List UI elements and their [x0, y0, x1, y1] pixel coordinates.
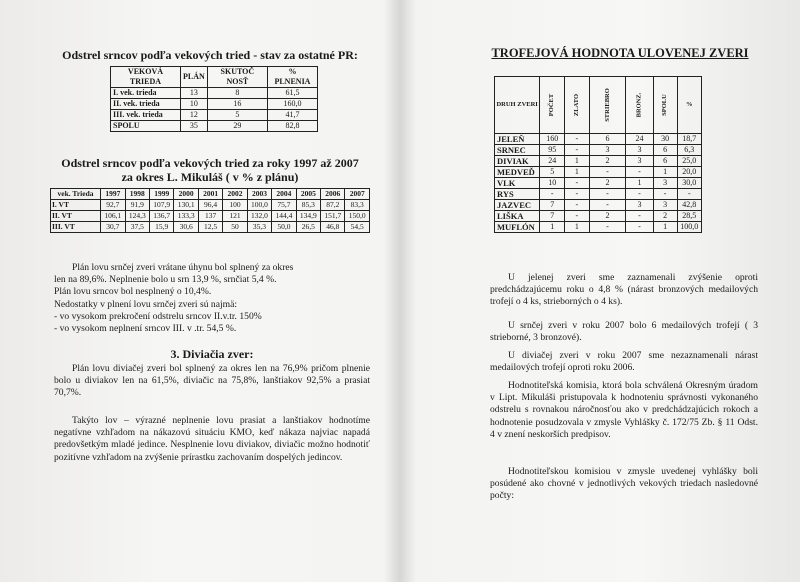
value-cell: 10 [180, 99, 207, 110]
value-cell: 95 [540, 145, 565, 156]
value-cell: - [565, 211, 590, 222]
value-cell: 15,9 [149, 222, 173, 233]
value-cell: 96,4 [198, 200, 222, 211]
value-cell: 3 [626, 200, 653, 211]
value-cell: 121 [223, 211, 247, 222]
value-cell: - [677, 189, 701, 200]
value-cell: 30,0 [677, 178, 701, 189]
row-label-cell: MUFLÓN [495, 222, 540, 233]
value-cell: 6 [653, 156, 677, 167]
value-cell: 2 [589, 211, 626, 222]
table-row [111, 110, 318, 121]
wild-boar-evaluation-paragraph: Takýto lov – výrazné neplnenie lovu prasiat a lanštiakov hodnotíme negatívne vzhľadom na nákazovú situáciu KMO, keď nákaza najviac napadá predovšetkým mladé jedince. Nesplnenie lovu diviakov, diviačic možno hodnotiť pozitívne vzhľadom na zvýšenie prírastku zachovaním dospelých jedincov. [54, 415, 370, 463]
value-cell: 1 [626, 178, 653, 189]
table-row [495, 200, 702, 211]
value-cell: 2 [589, 178, 626, 189]
column-header: 1997 [101, 189, 125, 200]
value-cell: 6,3 [677, 145, 701, 156]
value-cell: 13 [180, 88, 207, 99]
value-cell: - [626, 167, 653, 178]
value-cell: - [565, 134, 590, 145]
table-row [495, 211, 702, 222]
value-cell: 137 [198, 211, 222, 222]
value-cell: - [589, 189, 626, 200]
table-row [111, 99, 318, 110]
value-cell: 85,3 [296, 200, 320, 211]
row-label-cell: JELEŇ [495, 134, 540, 145]
section-heading-wild-boar: 3. Diviačia zver: [170, 347, 254, 361]
value-cell: 160 [540, 134, 565, 145]
column-header: 2004 [272, 189, 296, 200]
value-cell: 5 [207, 110, 267, 121]
column-header: 2003 [247, 189, 271, 200]
row-label-cell: JAZVEC [495, 200, 540, 211]
value-cell: 3 [589, 145, 626, 156]
value-cell: 5 [540, 167, 565, 178]
summary-line: Nedostatky v plnení lovu srnčej zveri sú najmä: [54, 298, 238, 310]
value-cell: 37,5 [125, 222, 149, 233]
value-cell: 1 [565, 156, 590, 167]
table-row [51, 222, 370, 233]
value-cell: - [565, 178, 590, 189]
value-cell: 1 [565, 222, 590, 233]
column-header: 2000 [174, 189, 198, 200]
row-label-cell: I. vek. trieda [111, 88, 181, 99]
column-header: 2001 [198, 189, 222, 200]
row-label-cell: VLK [495, 178, 540, 189]
value-cell: 7 [540, 211, 565, 222]
value-cell: 100,0 [247, 200, 271, 211]
value-cell: - [565, 189, 590, 200]
value-cell: - [626, 189, 653, 200]
value-cell: 35,3 [247, 222, 271, 233]
value-cell: 92,7 [101, 200, 125, 211]
column-header: % [677, 77, 701, 134]
red-deer-paragraph: U jelenej zveri sme zaznamenali zvýšenie oproti predchádzajúcemu roku o 4,8 % (nárast bronzových medailových trofejí o 4 ks, strieborných o 4 ks). [490, 272, 758, 308]
trophy-table [494, 76, 702, 233]
value-cell: 50 [223, 222, 247, 233]
roe-buck-yearly-table [50, 188, 370, 233]
value-cell: 144,4 [272, 211, 296, 222]
row-label-cell: II. vek. trieda [111, 99, 181, 110]
value-cell: 1 [565, 167, 590, 178]
column-header: 2005 [296, 189, 320, 200]
value-cell: 134,9 [296, 211, 320, 222]
value-cell: 6 [653, 145, 677, 156]
table-row [495, 222, 702, 233]
value-cell: - [565, 145, 590, 156]
value-cell: 16 [207, 99, 267, 110]
value-cell: 24 [540, 156, 565, 167]
row-label-cell: III. vek. trieda [111, 110, 181, 121]
value-cell: 30,7 [101, 222, 125, 233]
value-cell: 8 [207, 88, 267, 99]
roe-deer-summary [54, 262, 370, 335]
table-row [495, 134, 702, 145]
row-label-cell: DIVIAK [495, 156, 540, 167]
column-header: VEKOVÁ TRIEDA [111, 67, 181, 88]
summary-line: - vo vysokom neplnení srncov III. v .tr. 54,5 %. [54, 323, 237, 335]
value-cell: - [540, 189, 565, 200]
value-cell: 100,0 [677, 222, 701, 233]
value-cell: 83,3 [345, 200, 370, 211]
column-header: PLÁN [180, 67, 207, 88]
value-cell: 7 [540, 200, 565, 211]
commission-paragraph: Hodnotiteľská komisia, ktorá bola schválená Okresným úradom v Lipt. Mikuláši pristupovala k hodnoteniu správnosti vykonaného odstrelu s rovnakou náročnosťou ako v predchádzajúcich rokoch a hodnotenie posudzovala v zmysle Vyhlášky č. 172/75 Zb. § 11 Odst. 4 v znení neskorších predpisov. [490, 380, 758, 440]
row-label-cell: SPOLU [111, 121, 181, 132]
value-cell: 91,9 [125, 200, 149, 211]
value-cell: 26,5 [296, 222, 320, 233]
column-header-text: POČET [548, 93, 556, 117]
value-cell: 30 [653, 134, 677, 145]
value-cell: - [589, 222, 626, 233]
table2-title-line1: Odstrel srncov podľa vekových tried za roky 1997 až 2007 [61, 156, 359, 170]
value-cell: 3 [626, 145, 653, 156]
table-row [51, 211, 370, 222]
column-header [540, 77, 565, 134]
value-cell: 29 [207, 121, 267, 132]
row-label-cell: III. VT [51, 222, 101, 233]
value-cell: 87,2 [321, 200, 345, 211]
table1-title: Odstrel srncov podľa vekových tried - stav za ostatné PR: [62, 48, 358, 62]
value-cell: 50,0 [272, 222, 296, 233]
column-header [626, 77, 653, 134]
summary-line: - vo vysokom prekročení odstrelu srncov II.v.tr. 150% [54, 310, 262, 322]
value-cell: 20,0 [677, 167, 701, 178]
value-cell: 54,5 [345, 222, 370, 233]
value-cell: 1 [653, 167, 677, 178]
summary-line: Plán lovu srnčej zveri vrátane úhynu bol splnený za okres [72, 262, 294, 273]
value-cell: 2 [653, 211, 677, 222]
row-label-cell: LIŠKA [495, 211, 540, 222]
wild-boar-trophy-paragraph: U diviačej zveri v roku 2007 sme nezaznamenali nárast medailových trofejí oproti roku 2006. [490, 350, 758, 374]
column-header: vek. Trieda [51, 189, 101, 200]
row-label-cell: MEDVEĎ [495, 167, 540, 178]
value-cell: 61,5 [267, 88, 317, 99]
row-label-cell: II. VT [51, 211, 101, 222]
right-page [470, 0, 760, 582]
value-cell: 160,0 [267, 99, 317, 110]
value-cell: 136,7 [149, 211, 173, 222]
value-cell: 3 [626, 156, 653, 167]
value-cell: 82,8 [267, 121, 317, 132]
left-page [40, 0, 380, 582]
column-header-text: BRONZ. [635, 92, 643, 118]
value-cell: 3 [653, 178, 677, 189]
value-cell: 1 [540, 222, 565, 233]
value-cell: 10 [540, 178, 565, 189]
table-header-row [51, 189, 370, 200]
value-cell: 28,5 [677, 211, 701, 222]
row-label-cell: I. VT [51, 200, 101, 211]
value-cell: 46,8 [321, 222, 345, 233]
column-header: DRUH ZVERI [495, 77, 540, 134]
column-header-text: SPOLU [661, 94, 669, 116]
wild-boar-paragraph: Plán lovu diviačej zveri bol splnený za okres len na 76,9% pričom plnenie bolo u diviakov len na 61,5%, diviačic na 75,8%, lanštiakov 92,5% a prasiat 70,7%. [54, 363, 370, 399]
value-cell: 12 [180, 110, 207, 121]
commission-counts-paragraph: Hodnotiteľskou komisiou v zmysle uvedenej vyhlášky boli posúdené ako chovné v jednotlivých vekových triedach nasledovné počty: [490, 466, 758, 502]
table-row [51, 200, 370, 211]
value-cell: 30,6 [174, 222, 198, 233]
value-cell: 2 [589, 156, 626, 167]
table-row [495, 145, 702, 156]
column-header [565, 77, 590, 134]
value-cell: 124,3 [125, 211, 149, 222]
column-header [653, 77, 677, 134]
value-cell: 132,0 [247, 211, 271, 222]
trophy-title: TROFEJOVÁ HODNOTA ULOVENEJ ZVERI [491, 46, 749, 60]
value-cell: 1 [653, 222, 677, 233]
summary-line: Plán lovu srncov bol nesplnený o 10,4%. [54, 286, 212, 298]
roe-buck-age-class-table [110, 66, 318, 132]
table-header-row [495, 77, 702, 134]
value-cell: 42,8 [677, 200, 701, 211]
row-label-cell: RYS [495, 189, 540, 200]
value-cell: - [653, 189, 677, 200]
column-header: 1999 [149, 189, 173, 200]
table2-title-line2: za okres L. Mikuláš ( v % z plánu) [121, 170, 299, 184]
value-cell: 106,1 [101, 211, 125, 222]
table-row [111, 121, 318, 132]
column-header: 1998 [125, 189, 149, 200]
table2-title [40, 156, 380, 184]
value-cell: - [565, 200, 590, 211]
value-cell: 12,5 [198, 222, 222, 233]
row-label-cell: SRNEC [495, 145, 540, 156]
value-cell: - [626, 222, 653, 233]
table-row [495, 156, 702, 167]
column-header: SKUTOČ NOSŤ [207, 67, 267, 88]
table-row [495, 167, 702, 178]
table-header-row [111, 67, 318, 88]
column-header-text: ZLATO [572, 93, 580, 117]
table-row [495, 189, 702, 200]
value-cell: 18,7 [677, 134, 701, 145]
column-header: 2002 [223, 189, 247, 200]
value-cell: - [626, 211, 653, 222]
value-cell: 151,7 [321, 211, 345, 222]
value-cell: 107,9 [149, 200, 173, 211]
value-cell: 75,7 [272, 200, 296, 211]
column-header: % PLNENIA [267, 67, 317, 88]
value-cell: 24 [626, 134, 653, 145]
value-cell: 100 [223, 200, 247, 211]
column-header-text: STRIEBRO [603, 88, 611, 122]
value-cell: 3 [653, 200, 677, 211]
value-cell: 41,7 [267, 110, 317, 121]
roe-deer-paragraph: U srnčej zveri v roku 2007 bolo 6 medailových trofejí ( 3 strieborné, 3 bronzové). [490, 320, 758, 344]
value-cell: 35 [180, 121, 207, 132]
column-header [589, 77, 626, 134]
column-header: 2007 [345, 189, 370, 200]
value-cell: 150,0 [345, 211, 370, 222]
value-cell: 25,0 [677, 156, 701, 167]
summary-line: len na 89,6%. Neplnenie bolo u srn 13,9 %, srnčiat 5,4 %. [54, 274, 277, 286]
value-cell: 130,1 [174, 200, 198, 211]
value-cell: - [589, 167, 626, 178]
value-cell: 133,3 [174, 211, 198, 222]
value-cell: 6 [589, 134, 626, 145]
table-row [495, 178, 702, 189]
column-header: 2006 [321, 189, 345, 200]
value-cell: - [589, 200, 626, 211]
table-row [111, 88, 318, 99]
